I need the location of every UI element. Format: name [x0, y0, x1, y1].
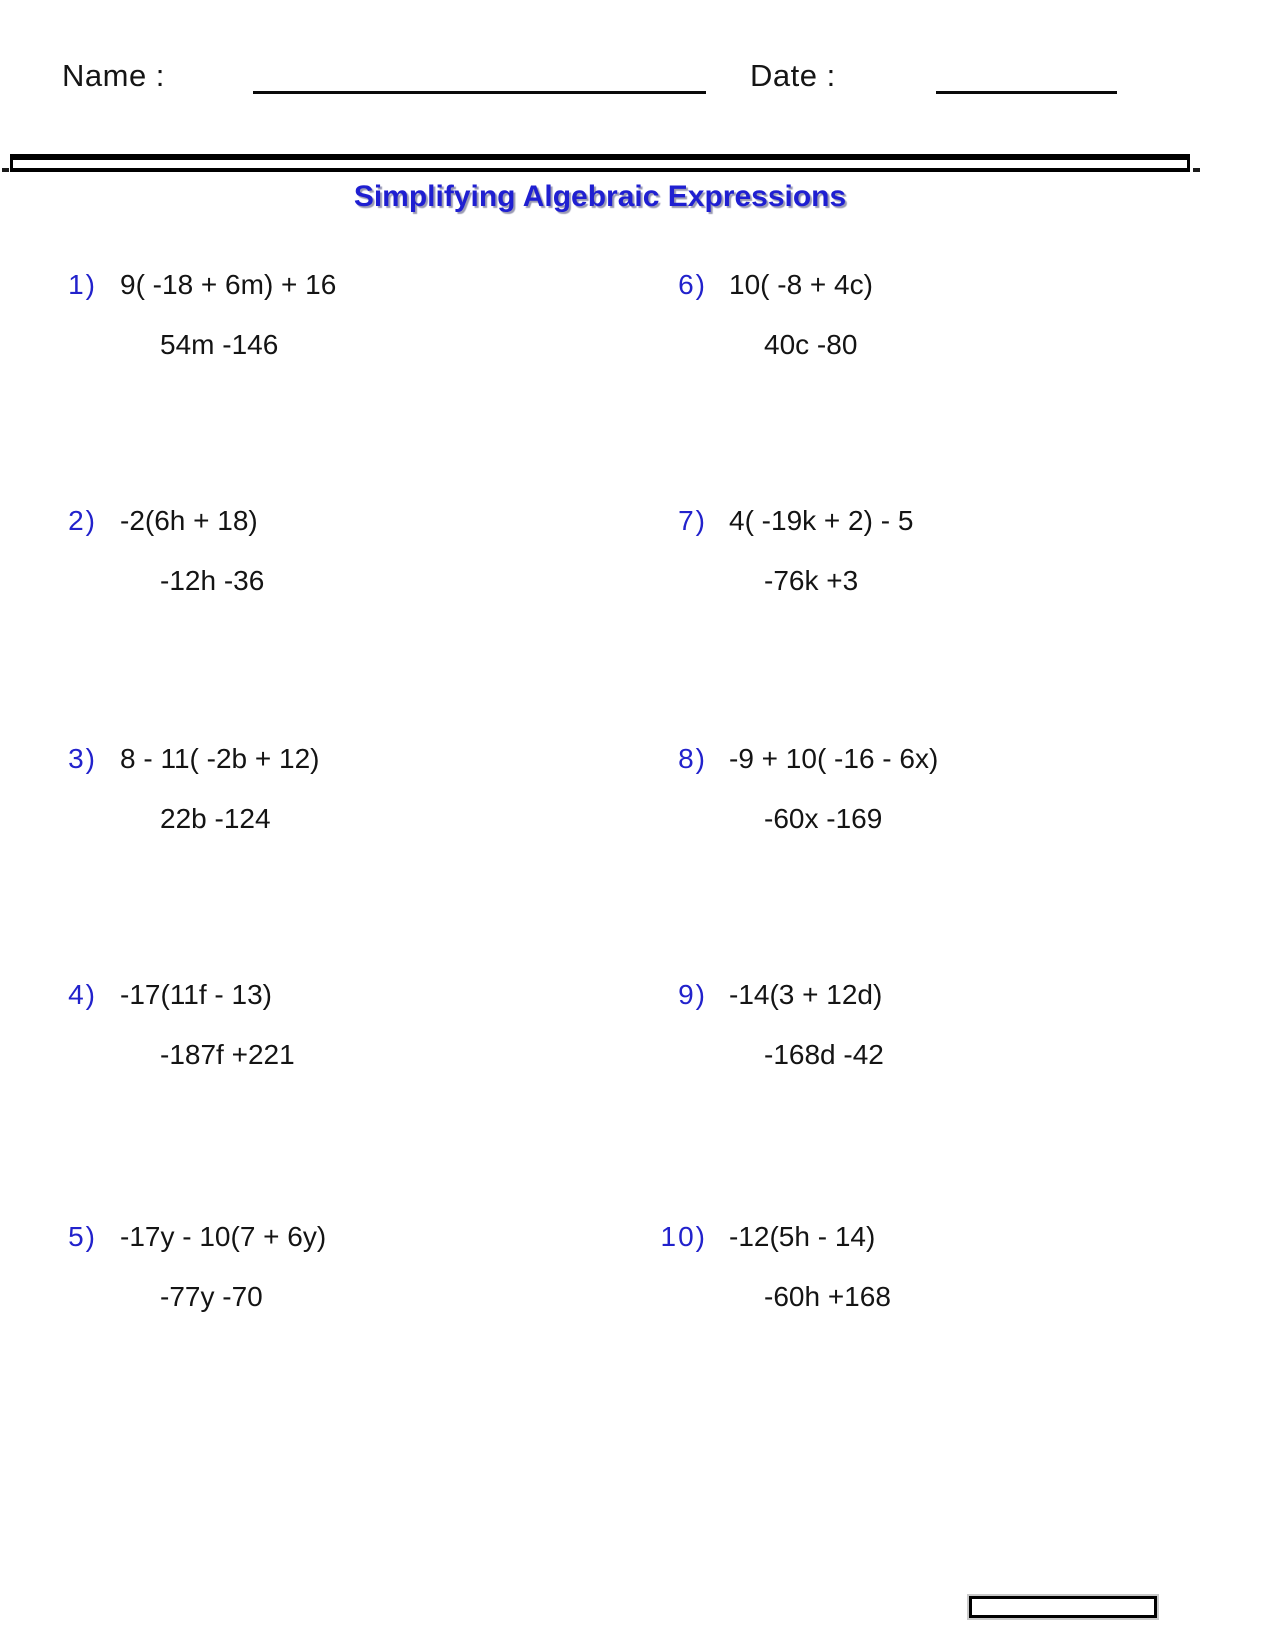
- rule-end-right: [1193, 168, 1200, 172]
- page-title: Simplifying Algebraic Expressions: [353, 180, 847, 213]
- footer-answer-box: [969, 1596, 1157, 1618]
- problem-answer-4: -187f +221: [160, 1039, 295, 1070]
- problem-answer-9: -168d -42: [764, 1039, 884, 1070]
- problem-question-8: -9 + 10( -16 - 6x): [729, 743, 939, 774]
- problem-question-3: 8 - 11( -2b + 12): [120, 743, 320, 774]
- header-divider-rule: [10, 154, 1190, 172]
- problem-number-3: 3): [68, 743, 97, 774]
- problem-question-7: 4( -19k + 2) - 5: [729, 505, 914, 536]
- problem-question-1: 9( -18 + 6m) + 16: [120, 269, 337, 300]
- problem-number-5: 5): [68, 1221, 97, 1252]
- problem-number-2: 2): [68, 505, 97, 536]
- problem-question-2: -2(6h + 18): [120, 505, 258, 536]
- problem-answer-5: -77y -70: [160, 1281, 263, 1312]
- problem-question-5: -17y - 10(7 + 6y): [120, 1221, 327, 1252]
- date-label: Date :: [750, 58, 836, 93]
- problem-answer-2: -12h -36: [160, 565, 265, 596]
- problem-answer-3: 22b -124: [160, 803, 271, 834]
- problem-number-9: 9): [678, 979, 707, 1010]
- problem-answer-7: -76k +3: [764, 565, 859, 596]
- problem-number-7: 7): [678, 505, 707, 536]
- problem-answer-6: 40c -80: [764, 329, 858, 360]
- rule-end-left: [2, 168, 9, 172]
- problem-number-1: 1): [68, 269, 97, 300]
- problem-answer-1: 54m -146: [160, 329, 279, 360]
- name-blank-line: [253, 91, 706, 94]
- date-blank-line: [936, 91, 1117, 94]
- problem-question-9: -14(3 + 12d): [729, 979, 883, 1010]
- problem-number-6: 6): [678, 269, 707, 300]
- problem-question-10: -12(5h - 14): [729, 1221, 876, 1252]
- name-label: Name :: [62, 58, 165, 93]
- problem-number-4: 4): [68, 979, 97, 1010]
- problem-question-6: 10( -8 + 4c): [729, 269, 873, 300]
- problem-number-10: 10): [660, 1221, 707, 1252]
- problem-answer-10: -60h +168: [764, 1281, 891, 1312]
- problem-number-8: 8): [678, 743, 707, 774]
- problem-answer-8: -60x -169: [764, 803, 883, 834]
- problem-question-4: -17(11f - 13): [120, 979, 272, 1010]
